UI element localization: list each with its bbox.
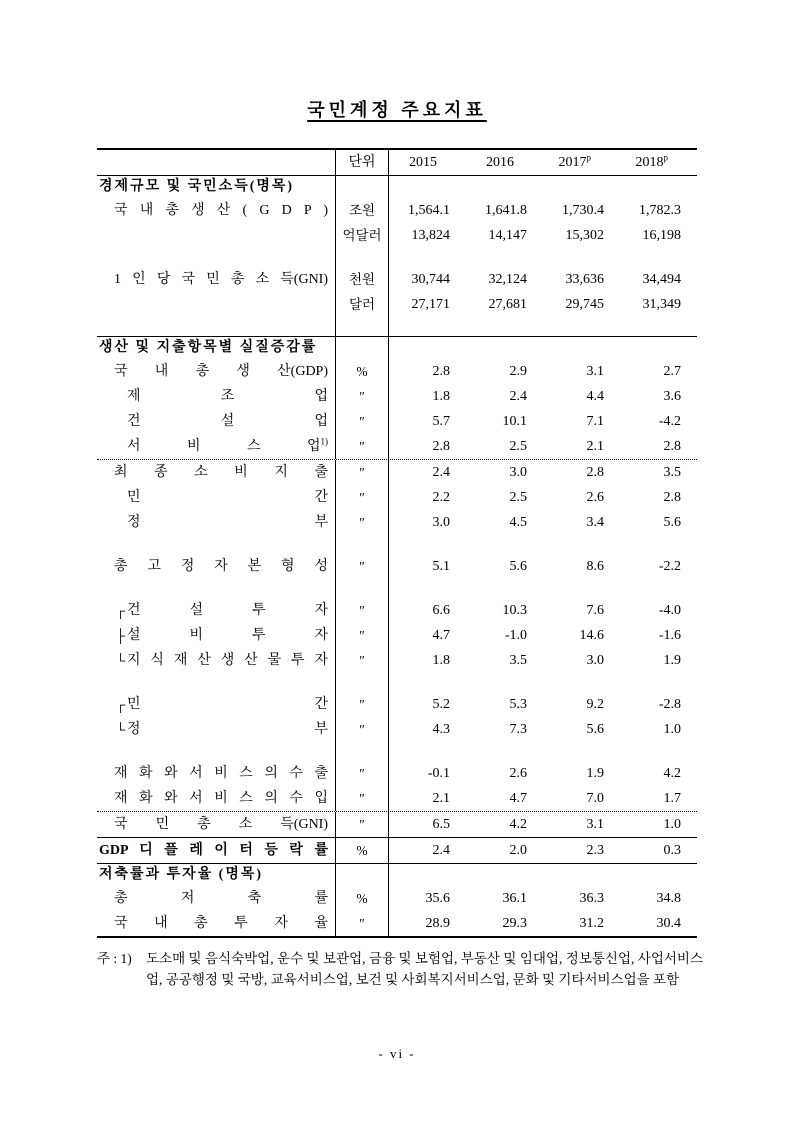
row-value-2015 (389, 579, 466, 598)
row-value-2015: 35.6 (425, 891, 450, 906)
row-value-2018: -1.6 (658, 628, 681, 643)
row-value-2017 (543, 535, 620, 554)
row-value-2018: 31,349 (642, 297, 681, 312)
row-value-2018 (620, 579, 697, 598)
row-value-2015: 4.3 (432, 722, 450, 737)
table-row (97, 459, 697, 485)
table-row (97, 742, 697, 761)
table-row (97, 673, 697, 692)
header-spacer (97, 150, 335, 175)
indicators-table (97, 148, 697, 938)
row-value-2017: 29,745 (565, 297, 604, 312)
row-value-2018 (620, 673, 697, 692)
row-unit: % (335, 886, 389, 911)
row-unit: ″ (335, 717, 389, 742)
row-value-2018: -4.2 (658, 414, 681, 429)
row-label-text: 경제규모 및 국민소득(명목) (99, 179, 295, 194)
row-label-text: 건 설 투 자 (127, 603, 328, 618)
row-value-2016: 3.0 (509, 465, 527, 480)
row-label (97, 384, 335, 409)
table-row (97, 535, 697, 554)
row-value-2016 (466, 673, 543, 692)
row-unit: ″ (335, 554, 389, 579)
row-label (97, 198, 335, 223)
row-unit: ″ (335, 761, 389, 786)
row-value-2015: 6.6 (432, 603, 450, 618)
row-value-2016: 36.1 (502, 891, 527, 906)
row-label (97, 485, 335, 510)
col-header-2018 (620, 150, 697, 175)
row-value-2016: 2.9 (509, 364, 527, 379)
table-row (97, 317, 697, 336)
row-value-2018: 1.0 (663, 722, 681, 737)
table-row (97, 336, 697, 359)
row-unit: 억달러 (335, 223, 389, 248)
row-value-2018: 34,494 (642, 272, 681, 287)
row-value-2016: 32,124 (488, 272, 527, 287)
row-unit: ″ (335, 384, 389, 409)
row-value-2018 (620, 317, 697, 336)
bracket-icon: └ (116, 722, 126, 737)
row-value-2017: 3.4 (586, 515, 604, 530)
row-label-text: 국 내 총 투 자 율 (114, 916, 328, 931)
row-value-2018 (620, 742, 697, 761)
table-row (97, 579, 697, 598)
row-value-2018: 4.2 (663, 766, 681, 781)
year-label: 2018 (635, 155, 664, 170)
col-header-2017 (543, 150, 620, 175)
row-value-2016: 2.6 (509, 766, 527, 781)
row-value-2018: 2.7 (663, 364, 681, 379)
table-row (97, 176, 697, 198)
row-value-2018: -2.2 (658, 559, 681, 574)
row-value-2015: 2.4 (432, 465, 450, 480)
row-value-2018 (620, 248, 697, 267)
row-label (97, 267, 335, 292)
row-value-2015 (389, 864, 466, 886)
table-row (97, 623, 697, 648)
table-row (97, 717, 697, 742)
row-value-2017 (543, 742, 620, 761)
row-unit: ″ (335, 692, 389, 717)
row-value-2016 (466, 337, 543, 359)
row-value-2016: 5.6 (509, 559, 527, 574)
row-value-2018: -2.8 (658, 697, 681, 712)
row-label (97, 742, 335, 761)
footnote-ref: 1) (320, 436, 328, 447)
row-value-2018: -4.0 (658, 603, 681, 618)
row-value-2015: 2.4 (432, 843, 450, 858)
row-value-2018 (620, 535, 697, 554)
row-value-2016: 10.3 (502, 603, 527, 618)
row-value-2018: 2.8 (663, 439, 681, 454)
row-value-2018 (620, 337, 697, 359)
row-label-text: 국 내 총 생 산(GDP) (114, 364, 328, 379)
row-value-2018: 1.0 (663, 817, 681, 832)
table-row (97, 198, 697, 223)
year-sup: p (586, 152, 591, 163)
row-label-text: 서 비 스 업 (127, 439, 321, 454)
table-row (97, 434, 697, 459)
row-label (97, 838, 335, 863)
row-label-text: 민 간 (127, 490, 328, 505)
table-row (97, 786, 697, 811)
row-value-2017: 3.1 (586, 364, 604, 379)
row-value-2015: 4.7 (432, 628, 450, 643)
row-unit: ″ (335, 510, 389, 535)
row-value-2015: 2.8 (432, 439, 450, 454)
page-title: 국민계정 주요지표 (307, 100, 487, 120)
table-row (97, 886, 697, 911)
row-value-2018: 2.8 (663, 490, 681, 505)
table-row (97, 248, 697, 267)
row-label-text: 정 부 (127, 515, 328, 530)
row-unit: ″ (335, 786, 389, 811)
row-value-2016: -1.0 (504, 628, 527, 643)
row-label-text: 지 식 재 산 생 산 물 투 자 (127, 653, 328, 668)
row-value-2016 (466, 176, 543, 198)
row-value-2015: 5.1 (432, 559, 450, 574)
row-value-2018: 1.9 (663, 653, 681, 668)
row-label (97, 317, 335, 336)
row-value-2016 (466, 248, 543, 267)
page-number: - vi - (378, 1046, 416, 1061)
row-value-2017 (543, 176, 620, 198)
table-row (97, 359, 697, 384)
bracket-icon: ┌ (116, 697, 126, 712)
row-label (97, 554, 335, 579)
row-value-2015: 1,564.1 (408, 203, 450, 218)
table-row (97, 223, 697, 248)
row-value-2015: 5.7 (432, 414, 450, 429)
row-value-2017: 2.3 (586, 843, 604, 858)
row-value-2015 (389, 673, 466, 692)
row-value-2016: 4.7 (509, 791, 527, 806)
row-label (97, 223, 335, 248)
table-row (97, 292, 697, 317)
row-value-2016: 14,147 (488, 228, 527, 243)
row-value-2015 (389, 176, 466, 198)
row-label (97, 692, 335, 717)
year-label: 2016 (486, 155, 514, 170)
row-unit (335, 579, 389, 598)
row-value-2017: 33,636 (565, 272, 604, 287)
row-value-2015: 2.2 (432, 490, 450, 505)
row-value-2016 (466, 742, 543, 761)
table-row (97, 811, 697, 837)
footnote-text: 도소매 및 음식숙박업, 운수 및 보관업, 금융 및 보험업, 부동산 및 임대업, 정보통신업, 사업서비스업, 공공행정 및 국방, 교육서비스업, 보건 및 사회복지서비스업, 문화 및 기타서비스업을 포함 (146, 951, 703, 987)
row-unit: % (335, 838, 389, 863)
row-unit: ″ (335, 911, 389, 936)
row-value-2017 (543, 673, 620, 692)
row-label-text: 1 인 당 국 민 총 소 득(GNI) (114, 272, 328, 287)
row-value-2017: 3.1 (586, 817, 604, 832)
row-label-text: 국 민 총 소 득(GNI) (114, 817, 328, 832)
year-sup: p (663, 152, 668, 163)
table-header-row (97, 150, 697, 176)
row-value-2016: 2.5 (509, 490, 527, 505)
table-row (97, 692, 697, 717)
table-row (97, 384, 697, 409)
row-value-2016: 29.3 (502, 916, 527, 931)
row-value-2015: 1.8 (432, 653, 450, 668)
row-value-2017: 31.2 (579, 916, 604, 931)
row-label (97, 409, 335, 434)
row-value-2015: 1.8 (432, 389, 450, 404)
row-unit: ″ (335, 623, 389, 648)
row-value-2015: 30,744 (411, 272, 450, 287)
table-row (97, 267, 697, 292)
row-value-2017 (543, 337, 620, 359)
table-row (97, 863, 697, 886)
row-unit (335, 535, 389, 554)
row-label-text: 저축률과 투자율 (명목) (99, 867, 264, 882)
row-unit: ″ (335, 485, 389, 510)
row-value-2016: 1,641.8 (485, 203, 527, 218)
row-label (97, 648, 335, 673)
row-unit (335, 317, 389, 336)
row-value-2016: 2.0 (509, 843, 527, 858)
footnote (97, 949, 703, 991)
row-value-2016: 2.4 (509, 389, 527, 404)
row-value-2015: 3.0 (432, 515, 450, 530)
row-value-2018: 1,782.3 (639, 203, 681, 218)
row-label (97, 673, 335, 692)
row-value-2017 (543, 579, 620, 598)
row-label (97, 864, 335, 886)
row-value-2018: 30.4 (656, 916, 681, 931)
row-label (97, 598, 335, 623)
row-value-2015 (389, 535, 466, 554)
row-value-2015: 28.9 (425, 916, 450, 931)
row-label-text: 정 부 (127, 722, 328, 737)
row-label (97, 176, 335, 198)
row-label (97, 337, 335, 359)
row-value-2018: 1.7 (663, 791, 681, 806)
row-value-2015 (389, 742, 466, 761)
table-row (97, 911, 697, 936)
row-value-2015 (389, 317, 466, 336)
bracket-icon: └ (116, 653, 126, 668)
row-label (97, 510, 335, 535)
row-value-2016 (466, 579, 543, 598)
col-header-unit: 단위 (335, 150, 389, 175)
row-value-2017: 3.0 (586, 653, 604, 668)
col-header-2015 (389, 150, 466, 175)
row-value-2017: 36.3 (579, 891, 604, 906)
row-value-2018: 3.6 (663, 389, 681, 404)
row-unit (335, 337, 389, 359)
row-value-2017: 2.6 (586, 490, 604, 505)
row-unit (335, 742, 389, 761)
row-label (97, 292, 335, 317)
row-value-2018: 16,198 (642, 228, 681, 243)
row-value-2016: 7.3 (509, 722, 527, 737)
row-label-text: 재 화 와 서 비 스 의 수 출 (114, 766, 328, 781)
row-value-2017: 15,302 (565, 228, 604, 243)
row-value-2015: 6.5 (432, 817, 450, 832)
table-row (97, 598, 697, 623)
row-value-2016 (466, 317, 543, 336)
row-value-2017: 7.1 (586, 414, 604, 429)
row-value-2018 (620, 864, 697, 886)
row-value-2015 (389, 337, 466, 359)
row-label-text: 총 고 정 자 본 형 성 (114, 559, 328, 574)
row-label (97, 535, 335, 554)
row-label-text: 총 저 축 률 (114, 891, 328, 906)
bracket-icon: ┌ (116, 603, 126, 618)
row-label-text: 건 설 업 (127, 414, 328, 429)
year-label: 2015 (409, 155, 437, 170)
row-value-2015: 2.1 (432, 791, 450, 806)
row-label (97, 812, 335, 837)
row-value-2018: 0.3 (663, 843, 681, 858)
table-row (97, 761, 697, 786)
row-unit: ″ (335, 409, 389, 434)
row-label (97, 359, 335, 384)
row-value-2017: 2.1 (586, 439, 604, 454)
row-value-2017: 1.9 (586, 766, 604, 781)
row-value-2015 (389, 248, 466, 267)
row-value-2017: 7.6 (586, 603, 604, 618)
row-value-2017 (543, 317, 620, 336)
row-label (97, 761, 335, 786)
row-value-2017: 14.6 (579, 628, 604, 643)
row-value-2016 (466, 864, 543, 886)
row-value-2017 (543, 864, 620, 886)
row-label (97, 434, 335, 459)
table-row (97, 837, 697, 863)
row-label-text: 생산 및 지출항목별 실질증감률 (99, 340, 318, 355)
row-unit: 조원 (335, 198, 389, 223)
row-value-2017: 9.2 (586, 697, 604, 712)
row-value-2015: 13,824 (411, 228, 450, 243)
row-unit: % (335, 359, 389, 384)
row-label (97, 460, 335, 485)
row-label (97, 886, 335, 911)
row-value-2015: 5.2 (432, 697, 450, 712)
row-value-2018 (620, 176, 697, 198)
year-label: 2017 (558, 155, 587, 170)
table-row (97, 648, 697, 673)
row-value-2015: -0.1 (427, 766, 450, 781)
row-value-2015: 2.8 (432, 364, 450, 379)
row-value-2017: 4.4 (586, 389, 604, 404)
row-value-2018: 5.6 (663, 515, 681, 530)
table-row (97, 554, 697, 579)
row-value-2016: 5.3 (509, 697, 527, 712)
row-label-text: GDP 디 플 레 이 터 등 락 률 (99, 843, 328, 858)
table-row (97, 510, 697, 535)
row-value-2016 (466, 535, 543, 554)
row-label-text: 국 내 총 생 산 ( G D P ) (114, 203, 328, 218)
row-label (97, 911, 335, 936)
row-value-2016: 4.5 (509, 515, 527, 530)
bracket-icon: ├ (116, 628, 126, 643)
row-unit (335, 176, 389, 198)
row-unit: ″ (335, 598, 389, 623)
row-value-2016: 10.1 (502, 414, 527, 429)
footnote-marker: 주 : 1) (97, 951, 132, 966)
row-value-2016: 27,681 (488, 297, 527, 312)
row-label-text: 최 종 소 비 지 출 (114, 465, 328, 480)
row-label-text: 설 비 투 자 (127, 628, 328, 643)
table-row (97, 485, 697, 510)
row-value-2015: 27,171 (411, 297, 450, 312)
row-value-2016: 2.5 (509, 439, 527, 454)
table-body (97, 176, 697, 936)
row-label (97, 623, 335, 648)
row-unit (335, 673, 389, 692)
row-value-2017: 7.0 (586, 791, 604, 806)
col-header-2016 (466, 150, 543, 175)
row-label (97, 579, 335, 598)
row-value-2018: 3.5 (663, 465, 681, 480)
row-label-text: 민 간 (127, 697, 328, 712)
row-label (97, 248, 335, 267)
row-unit: 천원 (335, 267, 389, 292)
row-label-text: 제 조 업 (127, 389, 328, 404)
row-value-2017: 5.6 (586, 722, 604, 737)
row-value-2016: 3.5 (509, 653, 527, 668)
row-value-2017: 8.6 (586, 559, 604, 574)
row-unit: ″ (335, 434, 389, 459)
row-value-2017: 1,730.4 (562, 203, 604, 218)
row-value-2016: 4.2 (509, 817, 527, 832)
row-label (97, 786, 335, 811)
table-row (97, 409, 697, 434)
row-unit: 달러 (335, 292, 389, 317)
row-value-2017: 2.8 (586, 465, 604, 480)
row-label-text: 재 화 와 서 비 스 의 수 입 (114, 791, 328, 806)
row-unit: ″ (335, 460, 389, 485)
row-unit (335, 248, 389, 267)
row-value-2018: 34.8 (656, 891, 681, 906)
row-label (97, 717, 335, 742)
row-unit: ″ (335, 812, 389, 837)
row-unit: ″ (335, 648, 389, 673)
row-unit (335, 864, 389, 886)
row-value-2017 (543, 248, 620, 267)
